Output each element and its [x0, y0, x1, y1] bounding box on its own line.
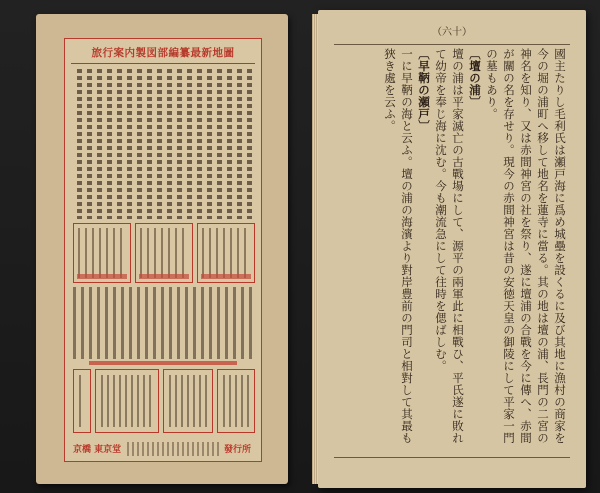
publisher-name: 京橋 東京堂: [73, 445, 122, 455]
text-column: [107, 69, 112, 219]
text-column: [237, 69, 242, 219]
right-book-page: [318, 10, 586, 488]
lower-text-block: [73, 287, 253, 359]
page-edges: [312, 14, 318, 484]
vertical-body-text: [336, 48, 568, 452]
red-price-strip: [89, 361, 237, 365]
booklet-title: 旅行案内製図部編纂最新地圖: [91, 47, 235, 59]
text-column: [97, 69, 102, 219]
ad-box: [95, 369, 159, 433]
text-column: [177, 69, 182, 219]
left-booklet: [36, 14, 288, 484]
ad-box: [217, 369, 255, 433]
text-column: [247, 69, 252, 219]
text-column: [157, 69, 162, 219]
ad-box: [73, 369, 91, 433]
text-column: [137, 69, 142, 219]
price-box: [73, 223, 131, 283]
price-box: [135, 223, 193, 283]
paragraph: 國主たりし毛利氏は瀬戸海に爲め城壘を設くるに及び其地に漁村の商家を今の堀の浦町へ移して地名を蓮寺に當る。其の地は壇の浦、長門の二宮の神名を知り、又は赤間神宮の社を祭り、遂に壇浦の合戰を今に傳へ、赤間が關の名を存せり。現今の赤間神宮は昔の安徳天皇の御陵にして平家一門の墓もあり。: [485, 48, 567, 444]
title-rule: [71, 63, 255, 64]
section-heading: 〔壇の浦〕: [468, 48, 482, 108]
text-column: [87, 69, 92, 219]
text-column: [187, 69, 192, 219]
text-column: [197, 69, 202, 219]
columns-area: [73, 69, 253, 219]
text-column: [117, 69, 122, 219]
price-list-band: [73, 223, 253, 281]
text-column: [217, 69, 222, 219]
ad-area: [73, 369, 253, 431]
section-heading: 〔早鞆の瀬戸〕: [417, 48, 431, 132]
publisher-label: 發行所: [223, 445, 251, 455]
paragraph: 壇の浦は平家滅亡の古戰場にして、源平の兩軍此に相戰ひ、平氏遂に敗れて幼帝を奉じ海に沈む。今も潮流急にして往時を偲ばしむ。: [434, 48, 465, 444]
price-box: [197, 223, 255, 283]
text-column: [167, 69, 172, 219]
text-column: [127, 69, 132, 219]
text-column: [77, 69, 82, 219]
publisher-address: [127, 442, 219, 456]
page-number: （六十）: [432, 27, 472, 38]
paragraph: 一に早鞆の海と云ふ。壇の浦の海濱より對岸豊前の門司と相對して其最も狹き處を云ふ。: [383, 48, 414, 444]
map-cover-panel: [64, 38, 262, 462]
ad-box: [163, 369, 213, 433]
text-column: [147, 69, 152, 219]
text-column: [227, 69, 232, 219]
text-column: [207, 69, 212, 219]
